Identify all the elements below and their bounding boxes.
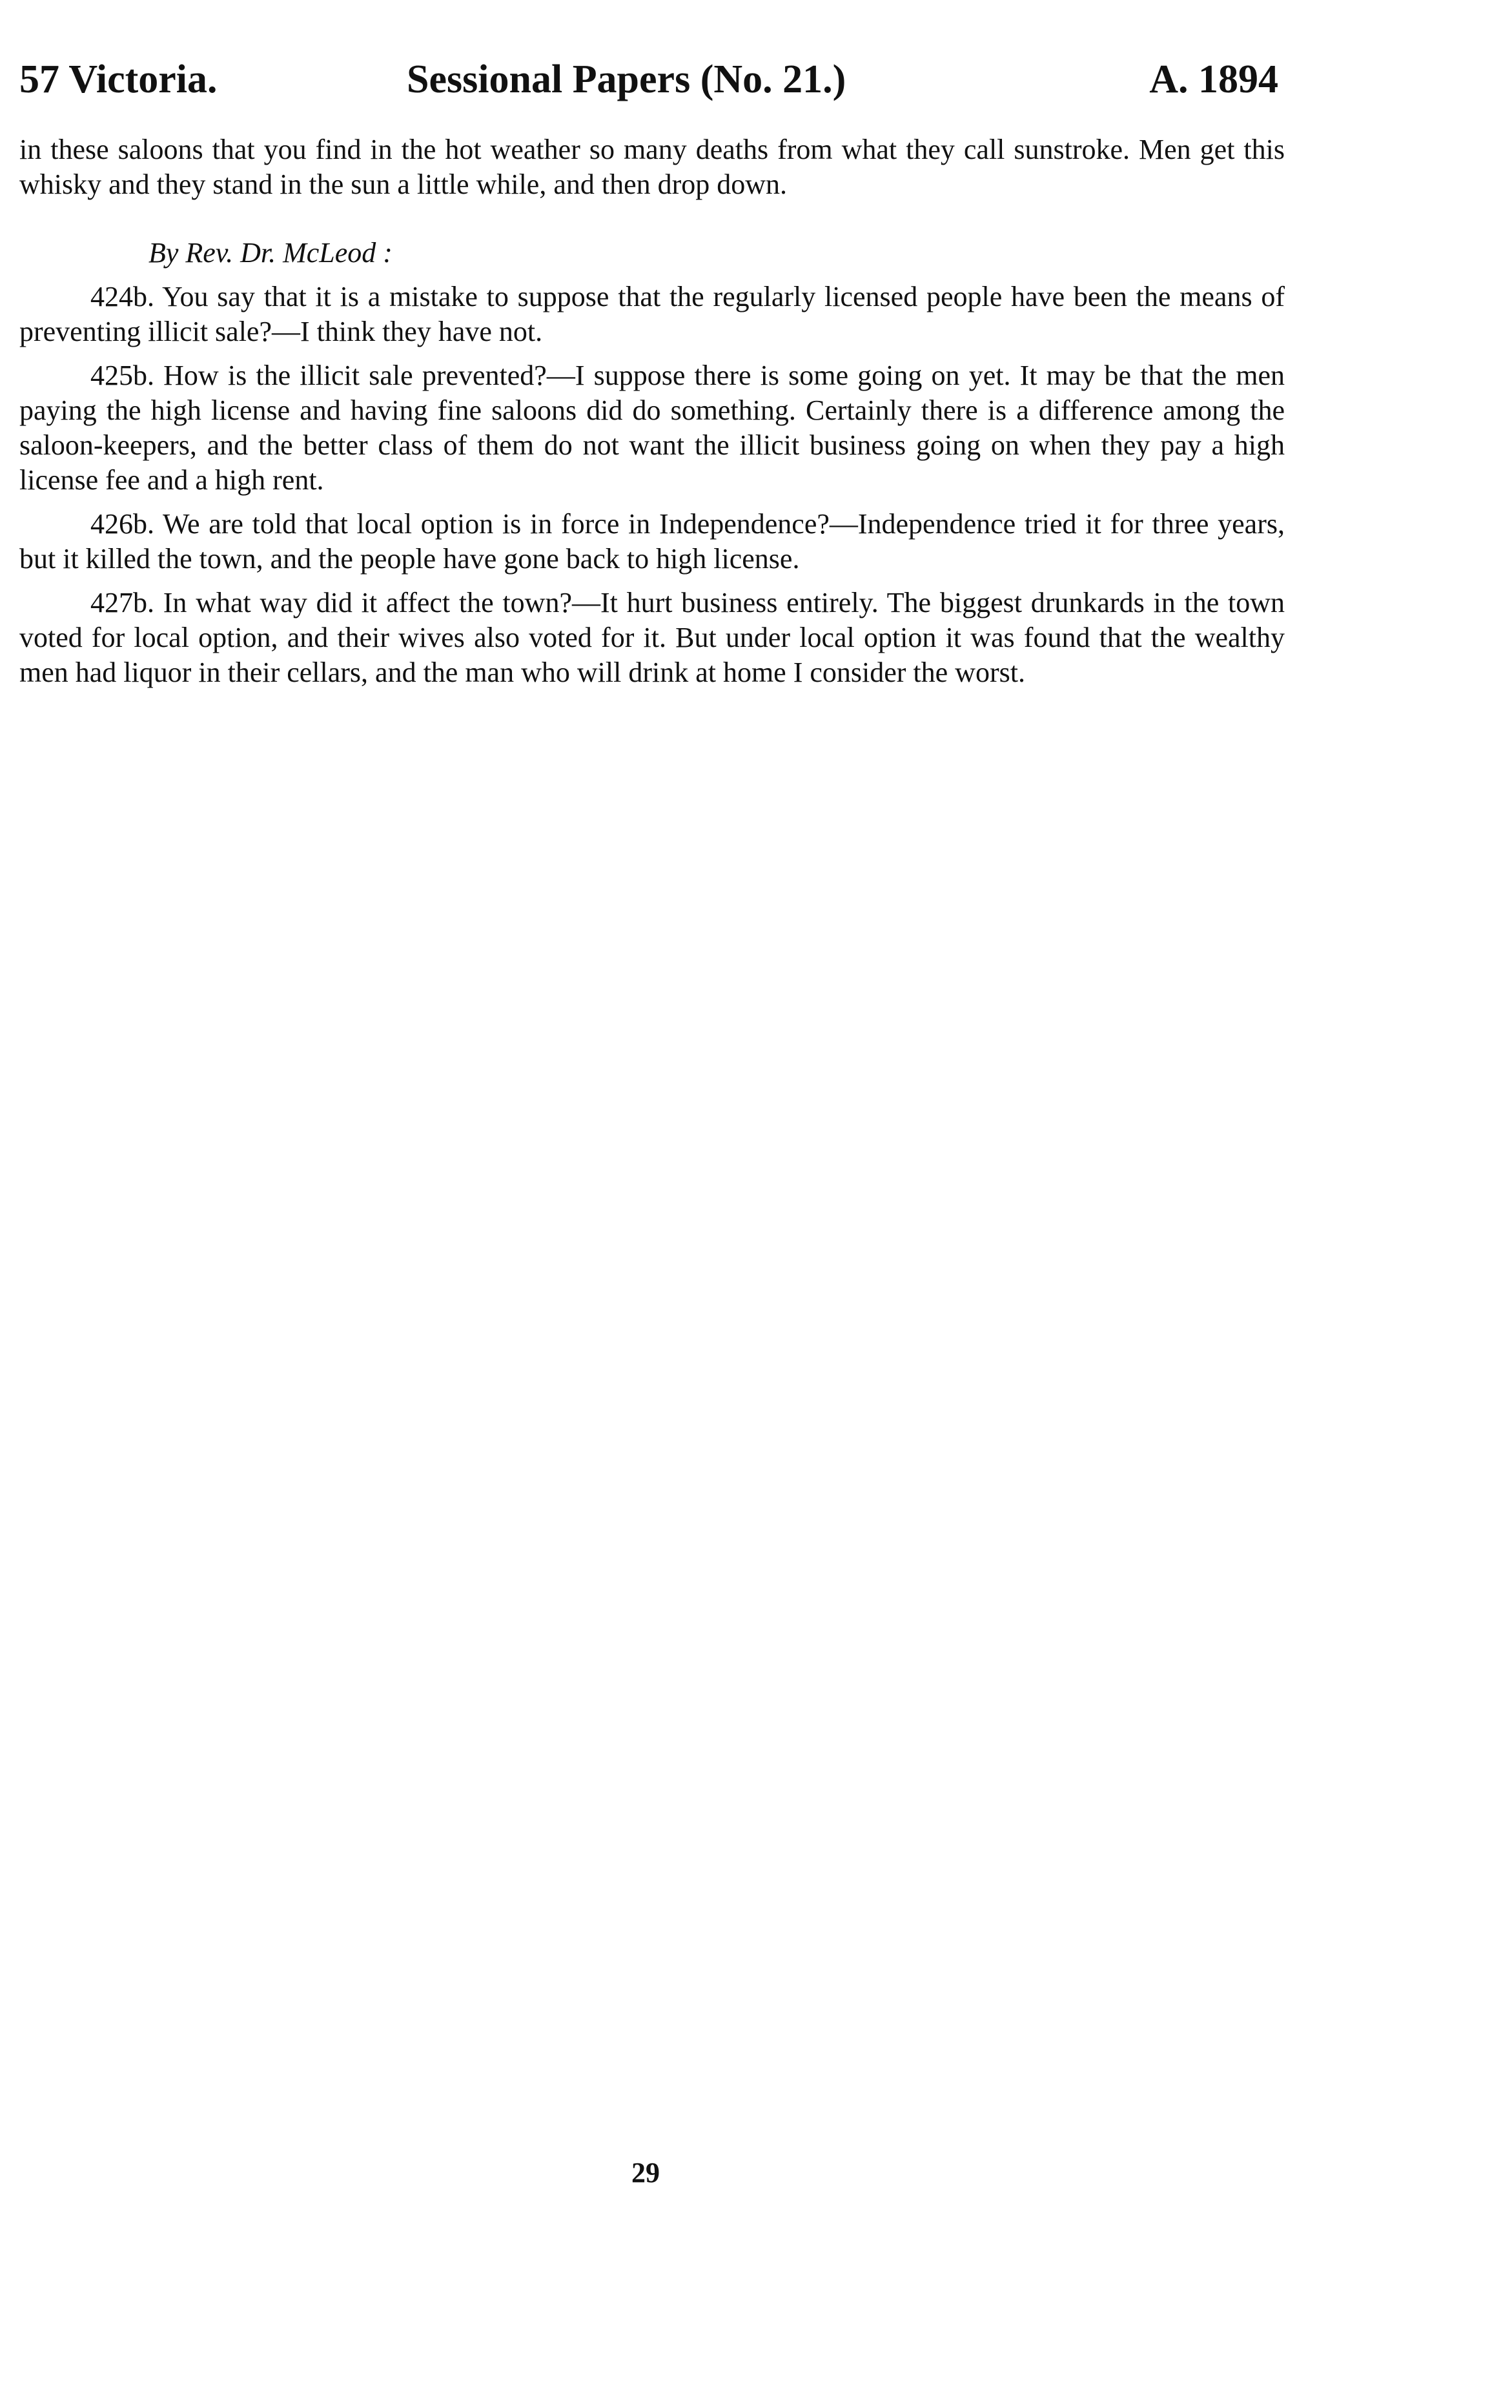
examiner-heading: By Rev. Dr. McLeod : [148, 237, 393, 269]
header-regnal-year: 57 Victoria. [19, 57, 218, 101]
question-answer-426b [19, 507, 1285, 576]
question-answer-text: You say that it is a mistake to suppose that the regularly licensed people have been the means of preventing illicit sale?—I think they have not. [19, 281, 1285, 347]
question-number: 427b. [90, 587, 154, 618]
question-number: 426b. [90, 508, 154, 540]
question-answer-425b [19, 358, 1285, 498]
question-answer-424b [19, 280, 1285, 349]
header-publication-title: Sessional Papers (No. 21.) [407, 57, 846, 101]
question-answer-text: We are told that local option is in force in Independence?—Independence tried it for three years, but it killed the town, and the people have gone back to high license. [19, 508, 1285, 575]
running-header [19, 57, 1278, 115]
continued-answer-paragraph: in these saloons that you find in the hot weather so many deaths from what they call sunstroke. Men get this whisky and they stand in the sun a little while, and then drop down. [19, 134, 1285, 200]
testimony-body [19, 132, 1285, 699]
question-number: 425b. [90, 360, 154, 391]
page-number: 29 [631, 2157, 660, 2189]
header-year: A. 1894 [1149, 57, 1278, 101]
question-answer-text: How is the illicit sale prevented?—I suppose there is some going on yet. It may be that the men paying the high license and having fine saloons did do something. Certainly there is a difference among the saloon-keepers, and the better class of them do not want the illicit business going on when they pay a high license fee and a high rent. [19, 360, 1285, 496]
question-answer-text: In what way did it affect the town?—It hurt business entirely. The biggest drunkards in the town voted for local option, and their wives also voted for it. But under local option it was found that the wealthy men had liquor in their cellars, and the man who will drink at home I consider the worst. [19, 587, 1285, 688]
question-number: 424b. [90, 281, 154, 312]
question-answer-427b [19, 586, 1285, 690]
